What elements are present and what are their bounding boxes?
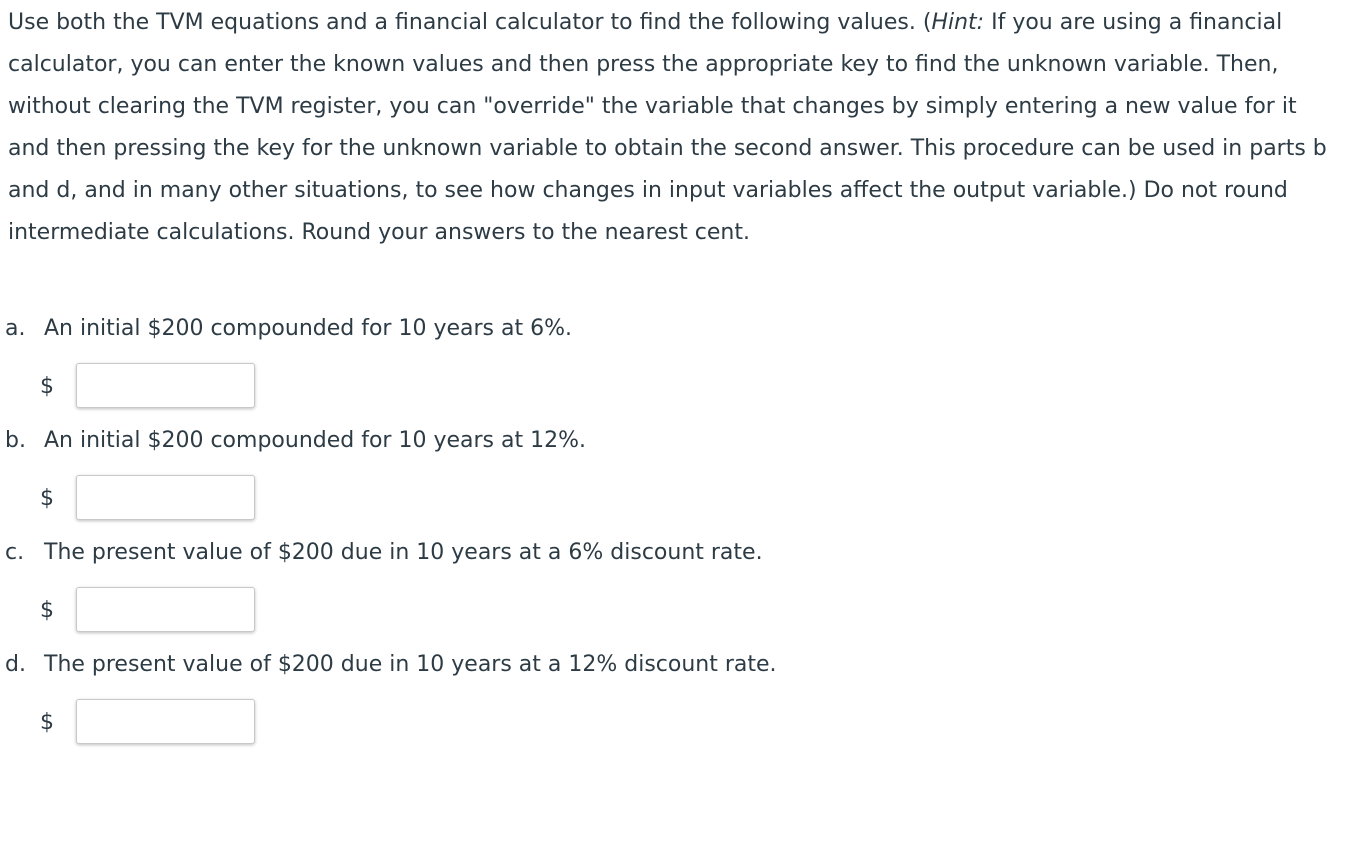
answer-row <box>0 699 1352 747</box>
question-c <box>0 537 1352 635</box>
question-text: The present value of $200 due in 10 years at a 12% discount rate. <box>44 652 777 677</box>
currency-symbol: $ <box>40 710 54 735</box>
currency-symbol: $ <box>40 374 54 399</box>
answer-input-c[interactable] <box>76 587 255 632</box>
answer-input-a[interactable] <box>76 363 255 408</box>
currency-symbol: $ <box>40 486 54 511</box>
question-text: An initial $200 compounded for 10 years at 12%. <box>44 428 586 453</box>
instructions-text <box>8 2 1344 254</box>
currency-symbol: $ <box>40 598 54 623</box>
instructions-part-2: If you are using a financial calculator, you can enter the known values and then press the appropriate key to find the unknown variable. Then, without clearing the TVM register, you can "override" the variable that changes by simply entering a new value for it and then pressing the key for the unknown variable to obtain the second answer. This procedure can be used in parts b and d, and in many other situations, to see how changes in input variables affect the output variable.) Do not round intermediate calculations. Round your answers to the nearest cent. <box>8 10 1327 245</box>
question-b <box>0 425 1352 523</box>
answer-row <box>0 475 1352 523</box>
question-text: The present value of $200 due in 10 years at a 6% discount rate. <box>44 540 763 565</box>
answer-row <box>0 587 1352 635</box>
answer-input-b[interactable] <box>76 475 255 520</box>
question-letter: a. <box>5 316 26 341</box>
question-d <box>0 649 1352 747</box>
answer-input-d[interactable] <box>76 699 255 744</box>
question-letter: c. <box>5 540 25 565</box>
question-letter: d. <box>5 652 26 677</box>
question-letter: b. <box>5 428 26 453</box>
question-a <box>0 313 1352 411</box>
answer-row <box>0 363 1352 411</box>
instructions-part-1: Use both the TVM equations and a financial calculator to find the following values. ( <box>8 10 932 35</box>
hint-label: Hint: <box>931 10 985 35</box>
question-text: An initial $200 compounded for 10 years at 6%. <box>44 316 572 341</box>
